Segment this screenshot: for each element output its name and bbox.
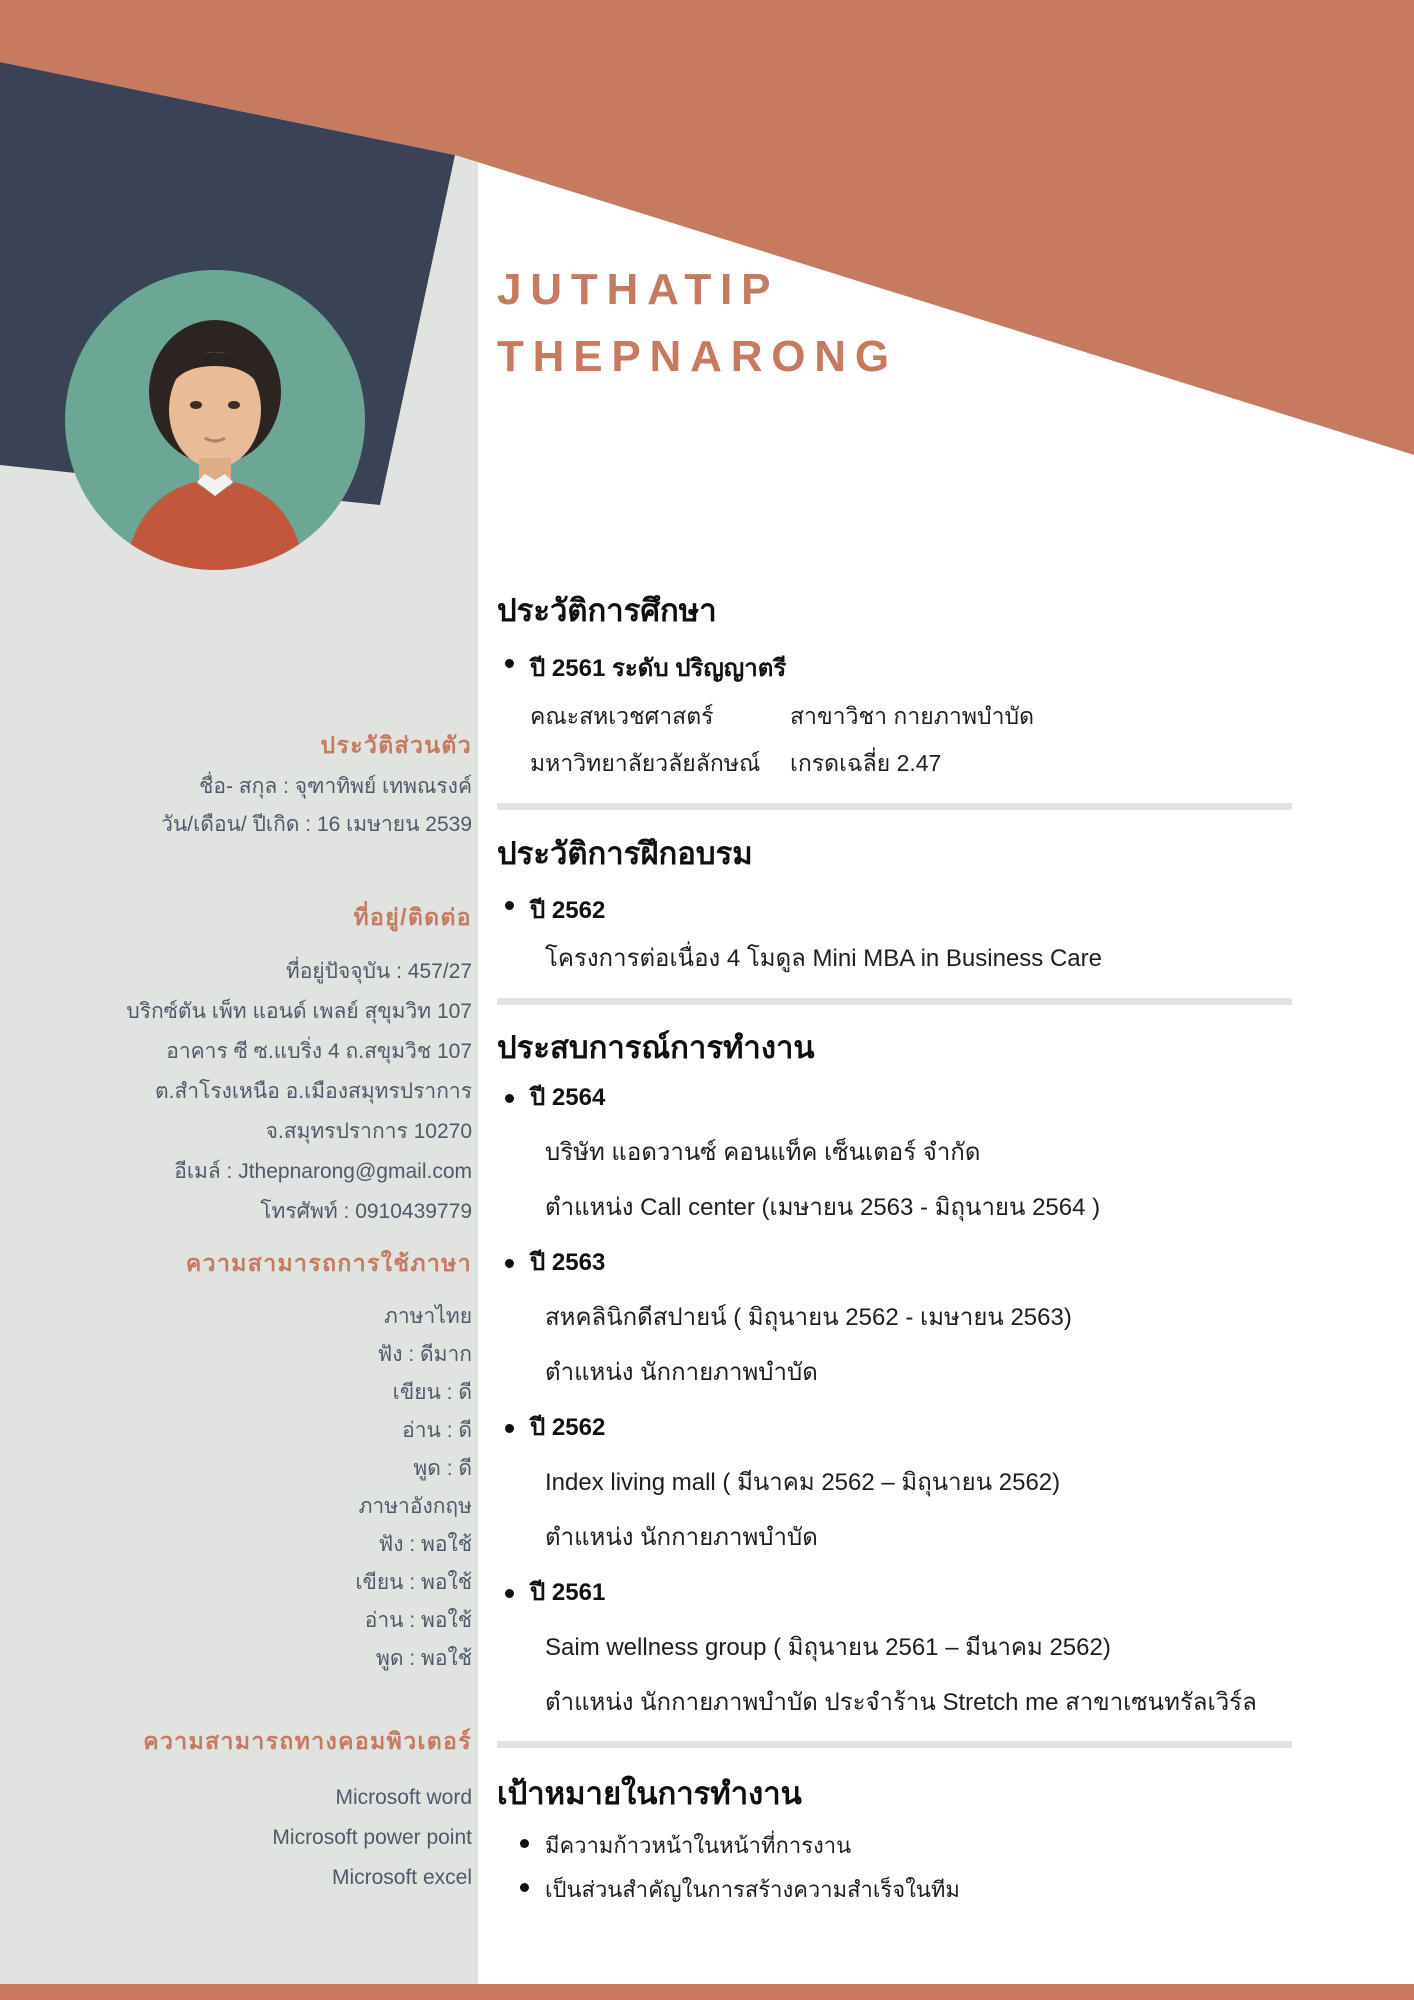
language-line: ภาษาอังกฤษ	[358, 1495, 472, 1518]
language-skills-heading: ความสามารถการใช้ภาษา	[185, 1250, 472, 1276]
experience-position: ตำแหน่ง นักกายภาพบำบัด	[545, 1524, 818, 1551]
address-line: อาคาร ซี ซ.แบริ่ง 4 ถ.สขุมวิช 107	[166, 1040, 472, 1063]
computer-skill-line: Microsoft excel	[331, 1866, 472, 1889]
name-title	[497, 256, 898, 390]
language-line: อ่าน : พอใช้	[364, 1609, 472, 1632]
experience-year: ปี 2563	[530, 1248, 1330, 1303]
computer-skills-block	[0, 1778, 472, 1898]
training-heading: ประวัติการฝึกอบรม	[497, 836, 753, 871]
address-line: ต.สำโรงเหนือ อ.เมืองสมุทรปราการ	[154, 1080, 472, 1103]
experience-company: Index living mall ( มีนาคม 2562 – มิถุนายน 2562)	[545, 1469, 1061, 1496]
first-name: JUTHATIP	[497, 265, 780, 314]
language-skills-block	[0, 1298, 472, 1678]
address-line: บริกซ์ตัน เพ็ท แอนด์ เพลย์ สุขุมวิท 107	[126, 1000, 472, 1023]
bottom-accent-bar	[0, 1984, 1414, 2000]
computer-skill-line: Microsoft power point	[272, 1826, 472, 1849]
goals-heading: เป้าหมายในการทำงาน	[497, 1776, 802, 1811]
major: สาขาวิชา กายภาพบำบัด	[790, 703, 1035, 729]
contact-block	[0, 952, 472, 1232]
experience-company: Saim wellness group ( มิถุนายน 2561 – มีนาคม 2562)	[545, 1634, 1111, 1661]
university: มหาวิทยาลัยวลัยลักษณ์	[530, 750, 761, 776]
computer-skills-heading: ความสามารถทางคอมพิวเตอร์	[143, 1728, 472, 1754]
last-name: THEPNARONG	[497, 332, 898, 381]
education-heading: ประวัติการศึกษา	[497, 593, 717, 628]
full-name-line: ชื่อ- สกุล : จุฑาทิพย์ เทพณรงค์	[199, 775, 472, 798]
experience-year: ปี 2564	[530, 1083, 1330, 1138]
personal-info-block	[0, 768, 472, 844]
experience-position: ตำแหน่ง นักกายภาพบำบัด	[545, 1359, 818, 1386]
section-divider	[497, 998, 1292, 1005]
language-line: ภาษาไทย	[384, 1305, 472, 1328]
goal-item: มีความก้าวหน้าในหน้าที่การงาน	[545, 1828, 851, 1863]
section-divider	[497, 1741, 1292, 1748]
phone-line: โทรศัพท์ : 0910439779	[260, 1200, 472, 1223]
experience-year: ปี 2562	[530, 1413, 1330, 1468]
birthdate-line: วัน/เดือน/ ปีเกิด : 16 เมษายน 2539	[161, 813, 472, 836]
address-line: ที่อยู่ปัจจุบัน : 457/27	[285, 960, 472, 983]
profile-photo	[65, 270, 365, 570]
experience-position: ตำแหน่ง Call center (เมษายน 2563 - มิถุนายน 2564 )	[545, 1194, 1101, 1221]
gpa: เกรดเฉลี่ย 2.47	[790, 750, 942, 776]
faculty: คณะสหเวชศาสตร์	[530, 703, 714, 729]
training-year: ปี 2562	[530, 890, 605, 929]
section-divider	[497, 803, 1292, 810]
language-line: ฟัง : พอใช้	[378, 1533, 472, 1556]
address-line: จ.สมุทรปราการ 10270	[265, 1120, 472, 1143]
language-line: เขียน : ดี	[392, 1381, 472, 1404]
experience-company: บริษัท แอดวานซ์ คอนแท็ค เซ็นเตอร์ จำกัด	[545, 1139, 981, 1166]
experience-position: ตำแหน่ง นักกายภาพบำบัด ประจำร้าน Stretch me สาขาเซนทรัลเวิร์ล	[545, 1689, 1257, 1716]
email-line: อีเมล์ : Jthepnarong@gmail.com	[174, 1160, 472, 1183]
training-detail: โครงการต่อเนื่อง 4 โมดูล Mini MBA in Business Care	[545, 945, 1102, 972]
experience-list	[530, 1083, 1330, 1743]
computer-skill-line: Microsoft word	[335, 1786, 472, 1809]
experience-year: ปี 2561	[530, 1578, 1330, 1633]
language-line: ฟัง : ดีมาก	[377, 1343, 472, 1366]
experience-heading: ประสบการณ์การทำงาน	[497, 1030, 815, 1065]
education-year: ปี 2561 ระดับ ปริญญาตรี	[530, 648, 786, 687]
language-line: อ่าน : ดี	[402, 1419, 472, 1442]
contact-heading: ที่อยู่/ติดต่อ	[353, 904, 472, 930]
goal-item: เป็นส่วนสำคัญในการสร้างความสำเร็จในทีม	[545, 1872, 960, 1907]
experience-company: สหคลินิกดีสปายน์ ( มิถุนายน 2562 - เมษายน 2563)	[545, 1304, 1072, 1331]
education-row	[530, 699, 1035, 735]
portrait-illustration	[65, 270, 365, 570]
language-line: พูด : พอใช้	[376, 1647, 472, 1670]
language-line: เขียน : พอใช้	[355, 1571, 472, 1594]
personal-info-heading: ประวัติส่วนตัว	[320, 732, 472, 758]
education-row	[530, 746, 942, 782]
language-line: พูด : ดี	[413, 1457, 472, 1480]
